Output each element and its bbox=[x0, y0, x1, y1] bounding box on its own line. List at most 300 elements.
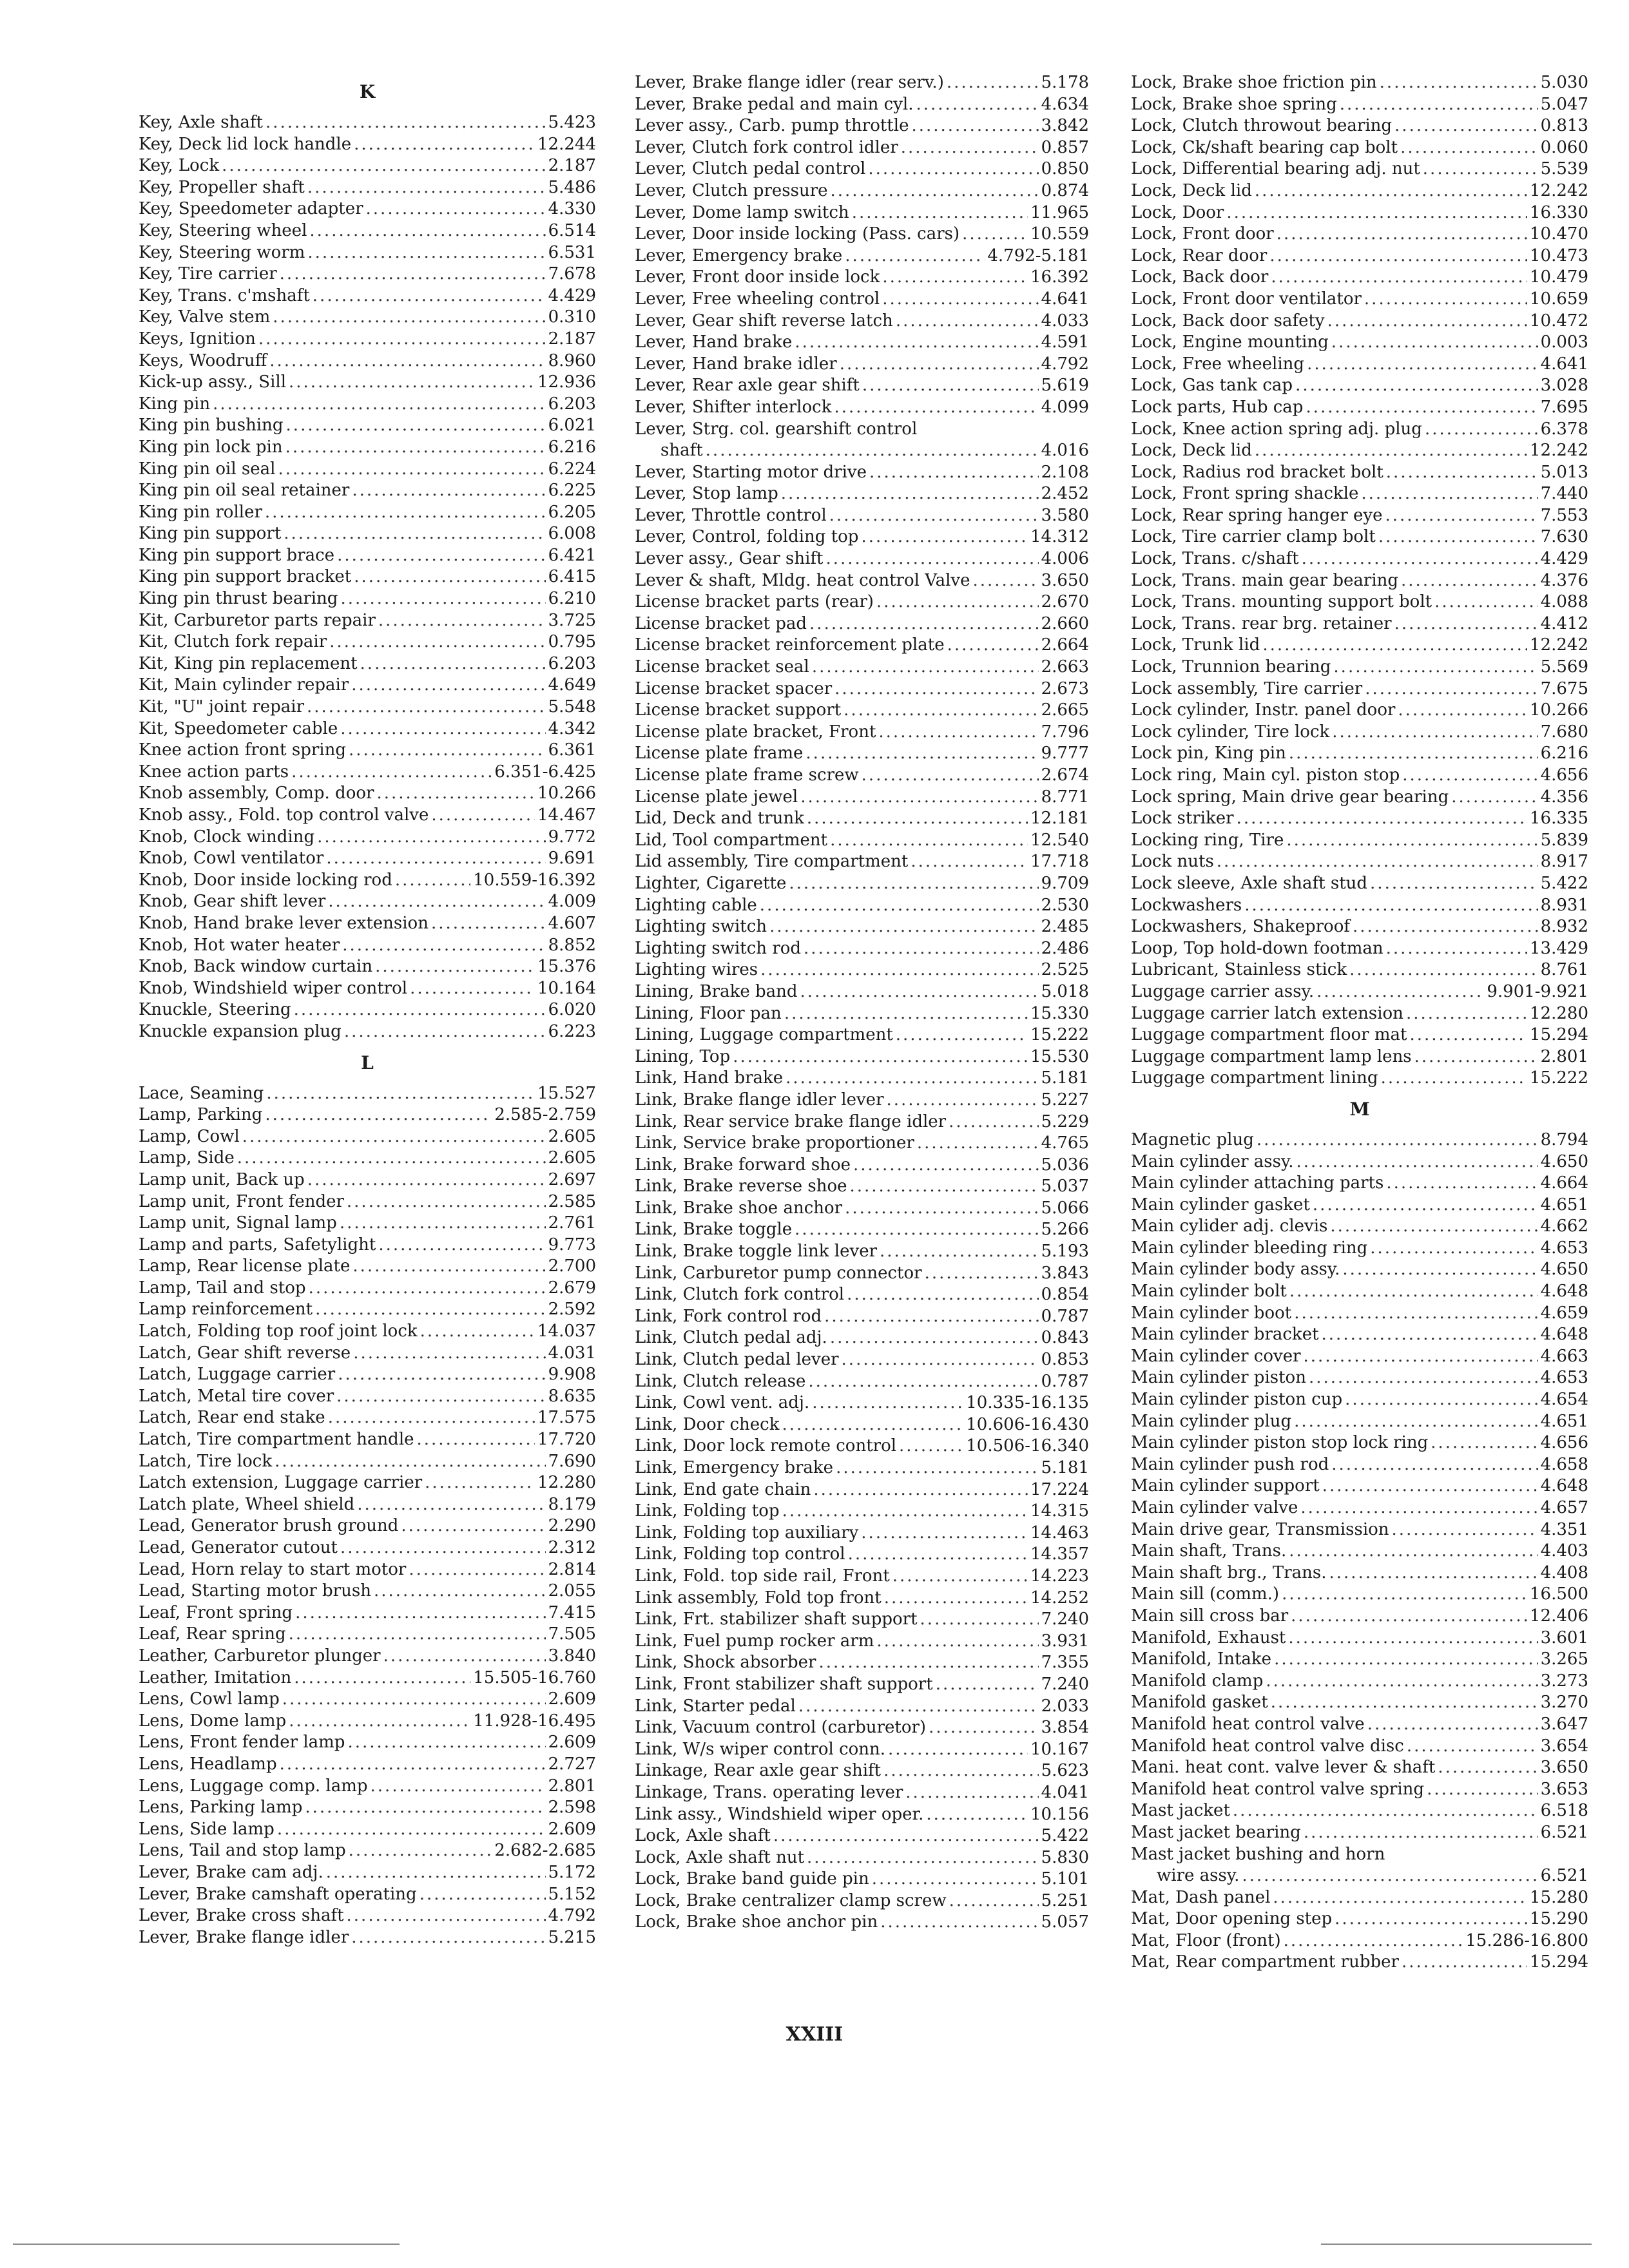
entry-number: 2.727 bbox=[548, 1754, 596, 1774]
index-entry bbox=[139, 1711, 596, 1733]
dot-leader bbox=[1335, 1908, 1527, 1930]
entry-text: Latch extension, Luggage carrier bbox=[139, 1473, 423, 1493]
index-entry bbox=[139, 740, 596, 762]
entry-number: 10.559-16.392 bbox=[473, 870, 596, 890]
index-entry bbox=[139, 1429, 596, 1451]
entry-number: 0.874 bbox=[1041, 180, 1089, 200]
dot-leader bbox=[1425, 419, 1538, 441]
index-entry bbox=[139, 1732, 596, 1754]
entry-number: 12.181 bbox=[1030, 809, 1089, 829]
entry-number: 12.406 bbox=[1530, 1606, 1588, 1626]
index-entry bbox=[1131, 72, 1588, 94]
index-entry bbox=[635, 224, 1089, 245]
index-entry bbox=[1131, 289, 1588, 311]
index-entry bbox=[139, 1343, 596, 1365]
index-entry bbox=[139, 545, 596, 567]
dot-leader bbox=[760, 959, 1038, 981]
index-entry bbox=[139, 848, 596, 870]
index-entry bbox=[1131, 959, 1588, 981]
index-entry bbox=[139, 1667, 596, 1689]
index-entry bbox=[635, 830, 1089, 852]
entry-text: Lever, Gear shift reverse latch bbox=[635, 311, 893, 331]
entry-number: 4.088 bbox=[1540, 592, 1588, 612]
entry-text: Lens, Tail and stop lamp bbox=[139, 1841, 346, 1861]
dot-leader bbox=[1226, 202, 1527, 224]
entry-number: 10.266 bbox=[1530, 700, 1588, 720]
dot-leader bbox=[795, 1219, 1038, 1241]
entry-number: 3.842 bbox=[1041, 116, 1089, 136]
dot-leader bbox=[892, 1566, 1028, 1588]
index-column-2 bbox=[635, 72, 1089, 1934]
entry-number: 4.657 bbox=[1540, 1498, 1588, 1517]
index-entry bbox=[139, 935, 596, 957]
index-entry bbox=[635, 1263, 1089, 1285]
dot-leader bbox=[1244, 895, 1537, 917]
index-entry bbox=[139, 1256, 596, 1278]
entry-text: Lock, Back door bbox=[1131, 267, 1269, 287]
index-entry bbox=[635, 1024, 1089, 1046]
dot-leader bbox=[307, 242, 545, 264]
entry-number: 16.335 bbox=[1530, 809, 1588, 829]
entry-text: Key, Tire carrier bbox=[139, 264, 277, 284]
entry-text: Latch, Tire compartment handle bbox=[139, 1430, 414, 1450]
entry-text: Kit, "U" joint repair bbox=[139, 697, 305, 717]
index-entry bbox=[1131, 635, 1588, 657]
entry-text: Magnetic plug bbox=[1131, 1129, 1254, 1149]
index-entry bbox=[139, 566, 596, 588]
entry-number: 10.479 bbox=[1530, 267, 1588, 287]
dot-leader bbox=[1306, 397, 1537, 419]
dot-leader bbox=[896, 1024, 1028, 1046]
entry-text: Lever, Shifter interlock bbox=[635, 397, 832, 417]
entry-text: Key, Propeller shaft bbox=[139, 177, 305, 197]
dot-leader bbox=[911, 851, 1028, 873]
entry-number: 5.172 bbox=[548, 1862, 596, 1882]
dot-leader bbox=[809, 613, 1039, 635]
entry-text: Lock, Deck lid bbox=[1131, 441, 1252, 461]
dot-leader bbox=[1402, 765, 1537, 787]
entry-number: 4.792 bbox=[1041, 354, 1089, 374]
entry-number: 4.099 bbox=[1041, 397, 1089, 417]
index-entry bbox=[139, 459, 596, 481]
dot-leader bbox=[354, 566, 545, 588]
index-entry bbox=[139, 134, 596, 156]
entry-number: 2.801 bbox=[548, 1776, 596, 1796]
entry-text: Keys, Ignition bbox=[139, 329, 256, 349]
dot-leader bbox=[798, 1696, 1039, 1718]
entry-text: Luggage compartment lamp lens bbox=[1131, 1046, 1412, 1066]
dot-leader bbox=[843, 700, 1038, 722]
dot-leader bbox=[1438, 1757, 1537, 1779]
index-column-1 bbox=[139, 72, 596, 1948]
index-entry bbox=[139, 588, 596, 610]
dot-leader bbox=[936, 1674, 1039, 1696]
dot-leader bbox=[294, 999, 546, 1021]
entry-text: Lighting wires bbox=[635, 960, 758, 980]
entry-number: 10.164 bbox=[537, 978, 596, 998]
entry-number: 6.378 bbox=[1540, 419, 1588, 439]
dot-leader bbox=[317, 827, 545, 849]
index-entry bbox=[139, 1927, 596, 1949]
dot-leader bbox=[829, 505, 1039, 527]
entry-number: 5.422 bbox=[1540, 873, 1588, 893]
entry-number: 4.641 bbox=[1540, 354, 1588, 374]
dot-leader bbox=[853, 1155, 1039, 1177]
entry-number: 14.315 bbox=[1030, 1501, 1089, 1521]
dot-leader bbox=[1304, 1346, 1538, 1368]
index-entry bbox=[635, 462, 1089, 484]
entry-text: Lock, Trunnion bearing bbox=[1131, 657, 1331, 677]
index-entry bbox=[1131, 722, 1588, 744]
entry-number: 5.251 bbox=[1041, 1890, 1089, 1910]
dot-leader bbox=[901, 137, 1039, 159]
entry-text: Lock, Rear door bbox=[1131, 245, 1268, 265]
entry-text: Lever, Strg. col. gearshift control bbox=[635, 419, 918, 439]
index-entry bbox=[1131, 94, 1588, 116]
entry-number: 2.290 bbox=[548, 1516, 596, 1536]
entry-text: License bracket support bbox=[635, 700, 842, 720]
dot-leader bbox=[847, 1284, 1038, 1306]
index-entry bbox=[1131, 1003, 1588, 1025]
index-entry bbox=[635, 1327, 1089, 1349]
entry-text: Lever, Clutch pedal control bbox=[635, 159, 866, 179]
index-entry bbox=[635, 1176, 1089, 1198]
index-entry bbox=[635, 1652, 1089, 1674]
index-entry bbox=[635, 1155, 1089, 1177]
page-number: XXIII bbox=[786, 2023, 843, 2046]
index-entry bbox=[1131, 483, 1588, 505]
entry-text: Lever, Brake cam adj. bbox=[139, 1862, 323, 1882]
dot-leader bbox=[242, 1126, 546, 1148]
entry-text: Lock, Radius rod bracket bolt bbox=[1131, 462, 1383, 482]
entry-number: 6.205 bbox=[548, 502, 596, 522]
dot-leader bbox=[340, 588, 545, 610]
index-entry bbox=[1131, 1281, 1588, 1303]
index-entry bbox=[1131, 570, 1588, 592]
index-entry bbox=[139, 1862, 596, 1884]
entry-number: 5.422 bbox=[1041, 1826, 1089, 1846]
index-entry bbox=[635, 1133, 1089, 1155]
entry-text: License plate frame bbox=[635, 744, 804, 764]
index-entry bbox=[139, 372, 596, 394]
index-entry bbox=[635, 245, 1089, 267]
dot-leader bbox=[401, 1515, 545, 1537]
entry-text: Lever, Brake pedal and main cyl. bbox=[635, 94, 914, 114]
index-entry bbox=[139, 805, 596, 827]
dot-leader bbox=[286, 415, 546, 437]
entry-number: 2.664 bbox=[1041, 635, 1089, 655]
entry-number: 5.193 bbox=[1041, 1242, 1089, 1262]
index-entry bbox=[635, 94, 1089, 116]
index-entry bbox=[635, 1068, 1089, 1090]
index-entry bbox=[139, 1021, 596, 1043]
dot-leader bbox=[1322, 1324, 1538, 1346]
entry-number: 2.452 bbox=[1041, 484, 1089, 504]
dot-leader bbox=[307, 177, 546, 199]
index-entry bbox=[139, 827, 596, 849]
entry-text: King pin support brace bbox=[139, 545, 335, 565]
index-entry bbox=[1131, 397, 1588, 419]
entry-number: 4.656 bbox=[1540, 1433, 1588, 1453]
entry-number: 0.787 bbox=[1041, 1306, 1089, 1326]
index-entry bbox=[1131, 1908, 1588, 1930]
entry-number: 4.408 bbox=[1540, 1562, 1588, 1582]
dot-leader bbox=[896, 311, 1039, 332]
entry-text: Link, Door check bbox=[635, 1414, 780, 1434]
entry-text: Lock cylinder, Instr. panel door bbox=[1131, 700, 1396, 720]
entry-number: 2.486 bbox=[1041, 938, 1089, 958]
entry-number: 4.351 bbox=[1540, 1519, 1588, 1539]
index-entry bbox=[635, 1631, 1089, 1653]
index-entry bbox=[635, 1371, 1089, 1393]
entry-text: Lamp unit, Signal lamp bbox=[139, 1213, 337, 1233]
entry-number: 10.167 bbox=[1030, 1739, 1089, 1759]
entry-text: Knob, Hand brake lever extension bbox=[139, 913, 429, 933]
index-entry bbox=[1131, 613, 1588, 635]
index-entry bbox=[635, 375, 1089, 397]
entry-text: Kit, Clutch fork repair bbox=[139, 632, 327, 652]
index-entry bbox=[635, 1198, 1089, 1220]
entry-text: King pin support bracket bbox=[139, 567, 352, 587]
entry-number: 3.654 bbox=[1540, 1736, 1588, 1756]
index-entry bbox=[1131, 1952, 1588, 1974]
entry-number: 15.294 bbox=[1530, 1952, 1588, 1972]
index-entry bbox=[1131, 808, 1588, 830]
entry-text: Lamp, Cowl bbox=[139, 1126, 240, 1146]
entry-number: 4.650 bbox=[1540, 1151, 1588, 1171]
entry-number: 14.357 bbox=[1030, 1544, 1089, 1564]
index-entry bbox=[1131, 1844, 1588, 1866]
index-entry bbox=[635, 1674, 1089, 1696]
entry-text: Lever assy., Carb. pump throttle bbox=[635, 116, 909, 136]
index-entry bbox=[1131, 548, 1588, 570]
entry-text: Mat, Dash panel bbox=[1131, 1887, 1271, 1907]
entry-number: 6.216 bbox=[548, 437, 596, 457]
index-entry bbox=[1131, 245, 1588, 267]
entry-text: King pin oil seal bbox=[139, 459, 276, 479]
index-entry bbox=[1131, 1865, 1588, 1887]
index-entry bbox=[635, 916, 1089, 938]
dot-leader bbox=[1345, 1389, 1537, 1411]
entry-number: 3.650 bbox=[1041, 570, 1089, 590]
entry-text: Main cylider adj. clevis bbox=[1131, 1216, 1328, 1236]
entry-text: Lamp, Tail and stop bbox=[139, 1278, 306, 1298]
index-entry bbox=[139, 1537, 596, 1559]
dot-leader bbox=[899, 1436, 963, 1457]
index-entry bbox=[635, 1609, 1089, 1631]
entry-number: 2.525 bbox=[1041, 960, 1089, 980]
entry-number: 14.037 bbox=[537, 1321, 596, 1341]
dot-leader bbox=[280, 264, 546, 285]
dot-leader bbox=[1271, 267, 1527, 289]
index-entry bbox=[635, 700, 1089, 722]
entry-text: Linkage, Rear axle gear shift bbox=[635, 1761, 882, 1781]
entry-text: Main shaft, Trans. bbox=[1131, 1541, 1287, 1561]
dot-leader bbox=[282, 1689, 546, 1711]
entry-text: License plate bracket, Front bbox=[635, 722, 876, 742]
dot-leader bbox=[925, 1263, 1039, 1285]
entry-number: 2.187 bbox=[548, 329, 596, 349]
entry-text: Main sill cross bar bbox=[1131, 1606, 1289, 1626]
entry-text: Manifold heat control valve disc bbox=[1131, 1736, 1404, 1756]
entry-text: Lens, Headlamp bbox=[139, 1754, 277, 1774]
dot-leader bbox=[782, 1414, 963, 1436]
dot-leader bbox=[917, 1133, 1039, 1155]
dot-leader bbox=[920, 1609, 1039, 1631]
entry-number: 2.673 bbox=[1041, 678, 1089, 698]
entry-text: Lubricant, Stainless stick bbox=[1131, 960, 1347, 980]
index-entry bbox=[1131, 1068, 1588, 1090]
dot-leader bbox=[409, 1559, 545, 1581]
entry-number: 5.018 bbox=[1041, 981, 1089, 1001]
entry-text: Lock assembly, Tire carrier bbox=[1131, 678, 1363, 698]
dot-leader bbox=[1431, 1432, 1537, 1454]
section-letter: K bbox=[359, 81, 376, 102]
dot-leader bbox=[949, 1111, 1038, 1133]
entry-number: 9.709 bbox=[1041, 873, 1089, 893]
entry-number: 2.605 bbox=[548, 1126, 596, 1146]
entry-number: 5.101 bbox=[1041, 1869, 1089, 1889]
dot-leader bbox=[291, 762, 492, 783]
entry-text: Kick-up assy., Sill bbox=[139, 372, 287, 392]
entry-text: Lever, Hand brake idler bbox=[635, 354, 837, 374]
index-entry bbox=[635, 1436, 1089, 1457]
index-entry bbox=[1131, 1606, 1588, 1628]
entry-text: King pin bushing bbox=[139, 416, 284, 436]
index-entry bbox=[1131, 1238, 1588, 1260]
entry-number: 3.265 bbox=[1540, 1649, 1588, 1669]
index-entry bbox=[635, 678, 1089, 700]
entry-number: 0.850 bbox=[1041, 159, 1089, 179]
entry-number: 0.813 bbox=[1540, 116, 1588, 136]
index-entry bbox=[139, 198, 596, 220]
dot-leader bbox=[786, 1068, 1038, 1090]
entry-text: Lamp, Parking bbox=[139, 1105, 263, 1125]
entry-number: 8.179 bbox=[548, 1494, 596, 1514]
entry-number: 14.463 bbox=[1030, 1523, 1089, 1542]
entry-text: Lever, Clutch pressure bbox=[635, 180, 828, 200]
entry-text: Link, Front stabilizer shaft support bbox=[635, 1674, 933, 1694]
entry-number: 10.335-16.135 bbox=[966, 1393, 1089, 1413]
dot-leader bbox=[800, 787, 1038, 809]
index-entry bbox=[635, 332, 1089, 354]
entry-number: 6.361 bbox=[548, 740, 596, 760]
entry-text: Lock, Engine mounting bbox=[1131, 332, 1329, 352]
entry-text: Lamp unit, Front fender bbox=[139, 1191, 344, 1211]
entry-text: Lamp unit, Back up bbox=[139, 1169, 305, 1189]
entry-text: Link, Brake reverse shoe bbox=[635, 1177, 847, 1196]
dot-leader bbox=[337, 545, 546, 567]
entry-text: Knob, Windshield wiper control bbox=[139, 978, 408, 998]
entry-number: 4.792 bbox=[548, 1906, 596, 1926]
dot-leader bbox=[328, 891, 545, 913]
entry-text: Lining, Floor pan bbox=[635, 1003, 782, 1023]
dot-leader bbox=[813, 1479, 1028, 1501]
entry-text: Mast jacket bushing and horn bbox=[1131, 1844, 1385, 1864]
dot-leader bbox=[1365, 678, 1537, 700]
entry-number: 7.240 bbox=[1041, 1674, 1089, 1694]
dot-leader bbox=[352, 480, 545, 502]
entry-text: Lock, Axle shaft nut bbox=[635, 1847, 805, 1867]
index-entry bbox=[635, 1588, 1089, 1610]
index-entry bbox=[139, 891, 596, 913]
entry-text: Lining, Brake band bbox=[635, 981, 798, 1001]
dot-leader bbox=[351, 1927, 545, 1949]
entry-text: Lever, Brake flange idler bbox=[139, 1927, 349, 1947]
index-entry bbox=[1131, 1822, 1588, 1844]
dot-leader bbox=[1266, 1671, 1537, 1693]
index-entry bbox=[1131, 1151, 1588, 1173]
entry-number: 8.635 bbox=[548, 1386, 596, 1406]
dot-leader bbox=[326, 1862, 546, 1884]
index-entry bbox=[139, 697, 596, 718]
dot-leader bbox=[354, 134, 535, 156]
entry-text: Lock nuts bbox=[1131, 852, 1214, 872]
index-entry bbox=[139, 999, 596, 1021]
entry-number: 4.651 bbox=[1540, 1411, 1588, 1431]
entry-text: Lid, Tool compartment bbox=[635, 830, 828, 850]
dot-leader bbox=[289, 372, 535, 394]
entry-text: Link, Service brake proportioner bbox=[635, 1133, 914, 1153]
entry-text: Lock, Trunk lid bbox=[1131, 635, 1260, 655]
entry-text: Lever, Rear axle gear shift bbox=[635, 376, 860, 396]
index-entry bbox=[1131, 1259, 1588, 1281]
dot-leader bbox=[340, 1537, 546, 1559]
entry-number: 8.917 bbox=[1540, 852, 1588, 872]
index-entry bbox=[1131, 180, 1588, 202]
index-entry bbox=[1131, 419, 1588, 441]
entry-number: 7.678 bbox=[548, 264, 596, 284]
entry-number: 0.310 bbox=[548, 307, 596, 327]
entry-number: 14.252 bbox=[1030, 1588, 1089, 1608]
dot-leader bbox=[374, 1581, 546, 1602]
dot-leader bbox=[1271, 1692, 1538, 1714]
entry-text: Lens, Cowl lamp bbox=[139, 1689, 280, 1709]
index-entry bbox=[635, 1219, 1089, 1241]
entry-number: 8.761 bbox=[1540, 960, 1588, 980]
entry-text: Lever, Starting motor drive bbox=[635, 462, 867, 482]
entry-text: Lock, Brake band guide pin bbox=[635, 1869, 869, 1889]
entry-number: 5.178 bbox=[1041, 73, 1089, 92]
index-entry bbox=[1131, 1432, 1588, 1454]
entry-text: Link, W/s wiper control conn. bbox=[635, 1739, 886, 1759]
entry-text: Lock, Front spring shackle bbox=[1131, 484, 1359, 504]
entry-text: License plate jewel bbox=[635, 787, 798, 807]
dot-leader bbox=[420, 1321, 535, 1343]
index-entry bbox=[635, 354, 1089, 376]
entry-text: Lever, Door inside locking (Pass. cars) bbox=[635, 224, 960, 244]
index-entry bbox=[139, 1515, 596, 1537]
dot-leader bbox=[848, 1544, 1028, 1566]
dot-leader bbox=[366, 198, 546, 220]
entry-text: Lace, Seaming bbox=[139, 1083, 264, 1103]
entry-number: 4.429 bbox=[1540, 549, 1588, 569]
index-entry bbox=[1131, 462, 1588, 484]
dot-leader bbox=[830, 1327, 1039, 1349]
index-entry bbox=[1131, 1671, 1588, 1693]
index-entry bbox=[635, 1869, 1089, 1890]
dot-leader bbox=[1255, 180, 1527, 202]
entry-number: 4.429 bbox=[548, 285, 596, 305]
entry-text: Keys, Woodruff bbox=[139, 351, 267, 370]
entry-text: Main cylinder cover bbox=[1131, 1346, 1301, 1366]
index-entry bbox=[139, 307, 596, 329]
entry-text: Lever, Hand brake bbox=[635, 332, 793, 352]
entry-text: Lamp, Rear license plate bbox=[139, 1256, 351, 1276]
dot-leader bbox=[733, 1046, 1028, 1068]
entry-number: 16.330 bbox=[1530, 202, 1588, 222]
index-entry bbox=[1131, 1779, 1588, 1801]
